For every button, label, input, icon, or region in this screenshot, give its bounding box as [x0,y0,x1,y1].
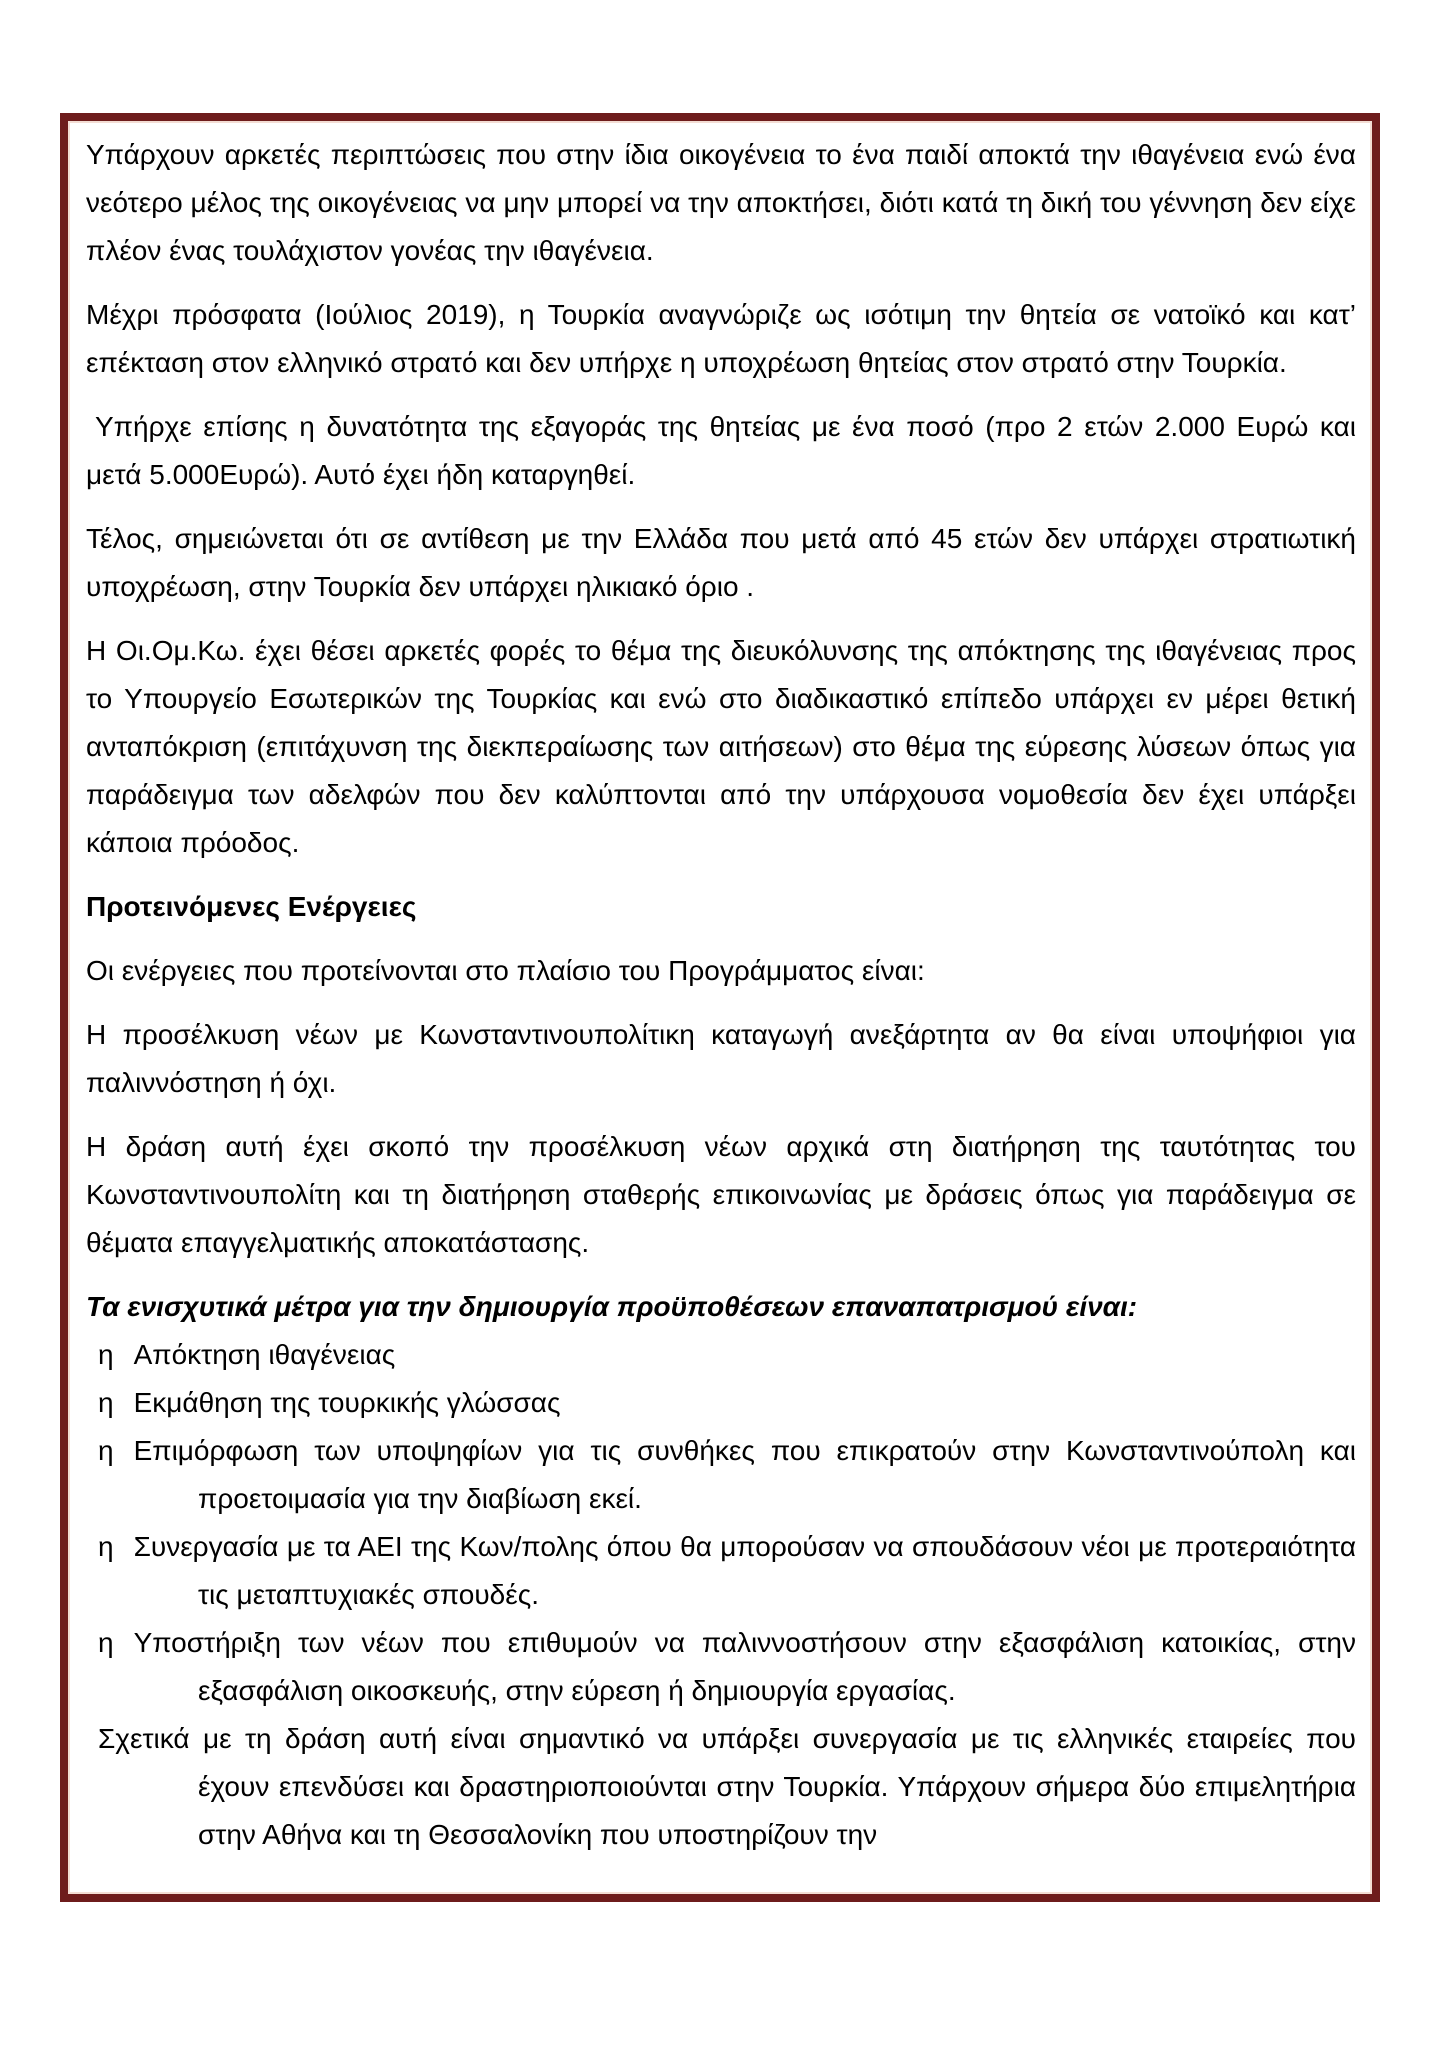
paragraph-age-limit: Τέλος, σημειώνεται ότι σε αντίθεση με την Ελλάδα που μετά από 45 ετών δεν υπάρχει στρατιωτική υποχρέωση, στην Τουρκία δεν υπάρχει ηλικιακό όριο . [86,523,1356,602]
list-item [86,1523,1356,1619]
paragraph-citizenship-family-cases: Υπάρχουν αρκετές περιπτώσεις που στην ίδια οικογένεια το ένα παιδί αποκτά την ιθαγένεια ενώ ένα νεότερο μέλος της οικογένειας να μην μπορεί να την αποκτήσει, διότι κατά τη δική του γέννηση δεν είχε πλέον ένας τουλάχιστον γονέας την ιθαγένεια. [86,139,1356,266]
list-item [86,1619,1356,1715]
list-bullet: η [98,1339,114,1370]
list-item-text: Υποστήριξη των νέων που επιθυμούν να παλιννοστήσουν στην εξασφάλιση κατοικίας, στην εξασφάλιση οικοσκευής, στην εύρεση ή δημιουργία εργασίας. [133,1627,1356,1706]
list-bullet: η [98,1387,114,1418]
paragraph-service-buyout: Υπήρχε επίσης η δυνατότητα της εξαγοράς της θητείας με ένα ποσό (προ 2 ετών 2.000 Ευρώ και μετά 5.000Ευρώ). Αυτό έχει ήδη καταργηθεί. [86,411,1356,490]
list-item-text: Συνεργασία με τα ΑΕΙ της Κων/πολης όπου θα μπορούσαν να σπουδάσουν νέοι με προτεραιότητα τις μεταπτυχιακές σπουδές. [133,1531,1356,1610]
list-item-text: Επιμόρφωση των υποψηφίων για τις συνθήκες που επικρατούν στην Κωνσταντινούπολη και προετοιμασία για την διαβίωση εκεί. [133,1435,1356,1514]
paragraph-youth-attraction: Η προσέλκυση νέων με Κωνσταντινουπολίτικη καταγωγή ανεξάρτητα αν θα είναι υποψήφιοι για παλιννόστηση ή όχι. [86,1019,1356,1098]
list-bullet: η [98,1435,114,1466]
list-bullet: η [98,1531,114,1562]
paragraph-program-actions-intro: Οι ενέργειες που προτείνονται στο πλαίσιο του Προγράμματος είναι: [86,955,925,986]
paragraph-repatriation-measures-intro: Τα ενισχυτικά μέτρα για την δημιουργία προϋποθέσεων επαναπατρισμού είναι: [86,1291,1138,1322]
list-item-text: Απόκτηση ιθαγένειας [133,1339,396,1370]
list-item-text: Σχετικά με τη δράση αυτή είναι σημαντικό να υπάρξει συνεργασία με τις ελληνικές εταιρείες που έχουν επενδύσει και δραστηριοποιούνται στην Τουρκία. Υπάρχουν σήμερα δύο επιμελητήρια στην Αθήνα και τη Θεσσαλονίκη που υποστηρίζουν την [98,1723,1356,1850]
list-item-text: Εκμάθηση της τουρκικής γλώσσας [133,1387,561,1418]
bordered-text-frame [60,113,1380,1902]
list-item [86,1379,1356,1427]
heading-proposed-actions: Προτεινόμενες Ενέργειες [86,891,417,922]
paragraph-oiomko-efforts: Η Οι.Ομ.Κω. έχει θέσει αρκετές φορές το θέμα της διευκόλυνσης της απόκτησης της ιθαγένειας προς το Υπουργείο Εσωτερικών της Τουρκίας και ενώ στο διαδικαστικό επίπεδο υπάρχει εν μέρει θετική ανταπόκριση (επιτάχυνση της διεκπεραίωσης των αιτήσεων) στο θέμα της εύρεσης λύσεων όπως για παράδειγμα των αδελφών που δεν καλύπτονται από την υπάρχουσα νομοθεσία δεν έχει υπάρξει κάποια πρόοδος. [86,635,1356,858]
paragraph-military-service-recognition: Μέχρι πρόσφατα (Ιούλιος 2019), η Τουρκία αναγνώριζε ως ισότιμη την θητεία σε νατοϊκό και κατ’ επέκταση στον ελληνικό στρατό και δεν υπήρχε η υποχρέωση θητείας στον στρατό στην Τουρκία. [86,299,1356,378]
list-bullet: η [98,1627,114,1658]
paragraph-action-purpose: Η δράση αυτή έχει σκοπό την προσέλκυση νέων αρχικά στη διατήρηση της ταυτότητας του Κωνσταντινουπολίτη και τη διατήρηση σταθερής επικοινωνίας με δράσεις όπως για παράδειγμα σε θέματα επαγγελματικής αποκατάστασης. [86,1131,1356,1258]
list-item [86,1715,1356,1859]
list-item [86,1331,1356,1379]
bullet-list [86,1331,1356,1859]
list-item [86,1427,1356,1523]
